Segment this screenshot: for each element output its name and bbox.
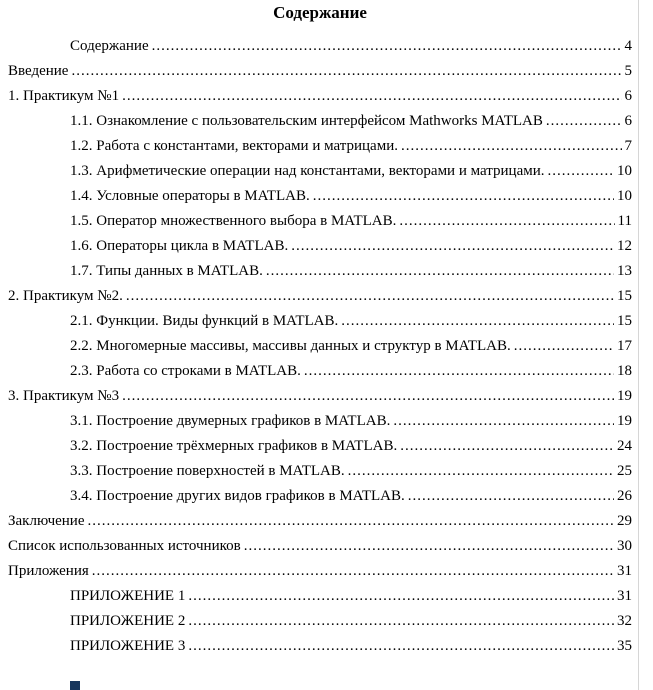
dot-leader — [313, 184, 614, 209]
toc-entry-label: 1.2. Работа с константами, векторами и матрицами. — [70, 138, 398, 154]
dot-leader — [546, 109, 622, 134]
page-title: Содержание — [273, 3, 367, 22]
toc-entry[interactable] — [8, 59, 632, 84]
dot-leader — [514, 334, 614, 359]
toc-entry-page-number: 25 — [617, 463, 632, 479]
toc-entry-page-number: 5 — [624, 63, 632, 79]
toc-entry[interactable] — [8, 109, 632, 134]
toc-entry[interactable] — [8, 559, 632, 584]
toc-entry-page-number: 24 — [617, 438, 632, 454]
toc-entry[interactable] — [8, 309, 632, 334]
toc-entry-page-number: 32 — [617, 613, 632, 629]
toc-entry-label: 2.1. Функции. Виды функций в MATLAB. — [70, 313, 339, 329]
toc-entry-label: Приложения — [8, 563, 89, 579]
toc-entry-label: Заключение — [8, 513, 85, 529]
toc-entry[interactable] — [8, 409, 632, 434]
toc-entry-label: 3.4. Построение других видов графиков в MATLAB. — [70, 488, 405, 504]
dot-leader — [341, 309, 614, 334]
toc-entry-label: 2.2. Многомерные массивы, массивы данных и структур в MATLAB. — [70, 338, 511, 354]
toc-entry-page-number: 15 — [617, 313, 632, 329]
toc-entry-page-number: 19 — [617, 413, 632, 429]
toc-entry-page-number: 11 — [617, 213, 632, 229]
toc-entry[interactable] — [8, 434, 632, 459]
toc-entry-label: Введение — [8, 63, 69, 79]
toc-entry-label: 1.3. Арифметические операции над константами, векторами и матрицами. — [70, 163, 545, 179]
dot-leader — [399, 209, 614, 234]
toc-entry[interactable] — [8, 134, 632, 159]
next-page-text-artifact — [70, 681, 80, 690]
toc-entry-page-number: 31 — [617, 588, 632, 604]
toc-entry[interactable] — [8, 184, 632, 209]
dot-leader — [244, 534, 614, 559]
toc-entry-label: 1.4. Условные операторы в MATLAB. — [70, 188, 310, 204]
toc-entry-label: 1.6. Операторы цикла в MATLAB. — [70, 238, 289, 254]
toc-entry-page-number: 6 — [624, 88, 632, 104]
toc-entry-page-number: 35 — [617, 638, 632, 654]
toc-entry[interactable] — [8, 284, 632, 309]
dot-leader — [401, 134, 622, 159]
toc-entry-page-number: 10 — [617, 188, 632, 204]
toc-entry-label: 1.5. Оператор множественного выбора в MATLAB. — [70, 213, 397, 229]
toc-entry-page-number: 31 — [617, 563, 632, 579]
toc-entry-label: 1.7. Типы данных в MATLAB. — [70, 263, 263, 279]
toc-entry[interactable] — [8, 384, 632, 409]
toc-entry-page-number: 7 — [624, 138, 632, 154]
toc-entry[interactable] — [8, 484, 632, 509]
toc-entry[interactable] — [8, 534, 632, 559]
dot-leader — [188, 584, 614, 609]
dot-leader — [152, 34, 622, 59]
toc-entry[interactable] — [8, 634, 632, 659]
toc-entry-label: ПРИЛОЖЕНИЕ 2 — [70, 613, 186, 629]
toc-entry-label: ПРИЛОЖЕНИЕ 3 — [70, 638, 186, 654]
toc-entry[interactable] — [8, 259, 632, 284]
toc-entry[interactable] — [8, 509, 632, 534]
toc-entry[interactable] — [8, 84, 632, 109]
toc-entry-page-number: 12 — [617, 238, 632, 254]
toc-entry-label: ПРИЛОЖЕНИЕ 1 — [70, 588, 186, 604]
dot-leader — [348, 459, 614, 484]
toc-entry-label: 3.1. Построение двумерных графиков в MATLAB. — [70, 413, 391, 429]
toc-entry-page-number: 19 — [617, 388, 632, 404]
toc-entry-page-number: 17 — [617, 338, 632, 354]
toc-entry-label: 3.2. Построение трёхмерных графиков в MATLAB. — [70, 438, 398, 454]
toc-entry[interactable] — [8, 609, 632, 634]
toc-entry-page-number: 30 — [617, 538, 632, 554]
toc-entry-label: 3. Практикум №3 — [8, 388, 120, 404]
page-margin-line — [638, 0, 639, 690]
toc-entry-label: 3.3. Построение поверхностей в MATLAB. — [70, 463, 345, 479]
toc-entry[interactable] — [8, 584, 632, 609]
toc-entry-page-number: 15 — [617, 288, 632, 304]
toc-entry-label: 1.1. Ознакомление с пользовательским интерфейсом Mathworks MATLAB — [70, 113, 543, 129]
toc-entry-label: 2. Практикум №2. — [8, 288, 123, 304]
toc-entry[interactable] — [8, 234, 632, 259]
dot-leader — [188, 634, 614, 659]
dot-leader — [71, 59, 621, 84]
toc-entry-page-number: 13 — [617, 263, 632, 279]
toc-entry[interactable] — [8, 459, 632, 484]
toc-entry-label: Содержание — [70, 38, 149, 54]
dot-leader — [408, 484, 614, 509]
dot-leader — [400, 434, 614, 459]
toc-entry-page-number: 10 — [617, 163, 632, 179]
toc-entry[interactable] — [8, 334, 632, 359]
dot-leader — [393, 409, 614, 434]
toc-entry-page-number: 26 — [617, 488, 632, 504]
dot-leader — [291, 234, 614, 259]
toc-entry-page-number: 4 — [624, 38, 632, 54]
toc-entry-label: 2.3. Работа со строками в MATLAB. — [70, 363, 301, 379]
dot-leader — [92, 559, 614, 584]
toc-entry[interactable] — [8, 34, 632, 59]
dot-leader — [88, 509, 615, 534]
toc-entry[interactable] — [8, 159, 632, 184]
toc-entry-page-number: 18 — [617, 363, 632, 379]
toc-entry-label: Список использованных источников — [8, 538, 241, 554]
toc-entry-label: 1. Практикум №1 — [8, 88, 120, 104]
dot-leader — [304, 359, 614, 384]
dot-leader — [126, 284, 614, 309]
toc-entry-page-number: 29 — [617, 513, 632, 529]
dot-leader — [122, 84, 621, 109]
toc-list — [8, 34, 632, 659]
toc-entry[interactable] — [8, 359, 632, 384]
dot-leader — [122, 384, 614, 409]
dot-leader — [188, 609, 614, 634]
toc-entry-page-number: 6 — [624, 113, 632, 129]
dot-leader — [266, 259, 614, 284]
toc-entry[interactable] — [8, 209, 632, 234]
dot-leader — [548, 159, 615, 184]
